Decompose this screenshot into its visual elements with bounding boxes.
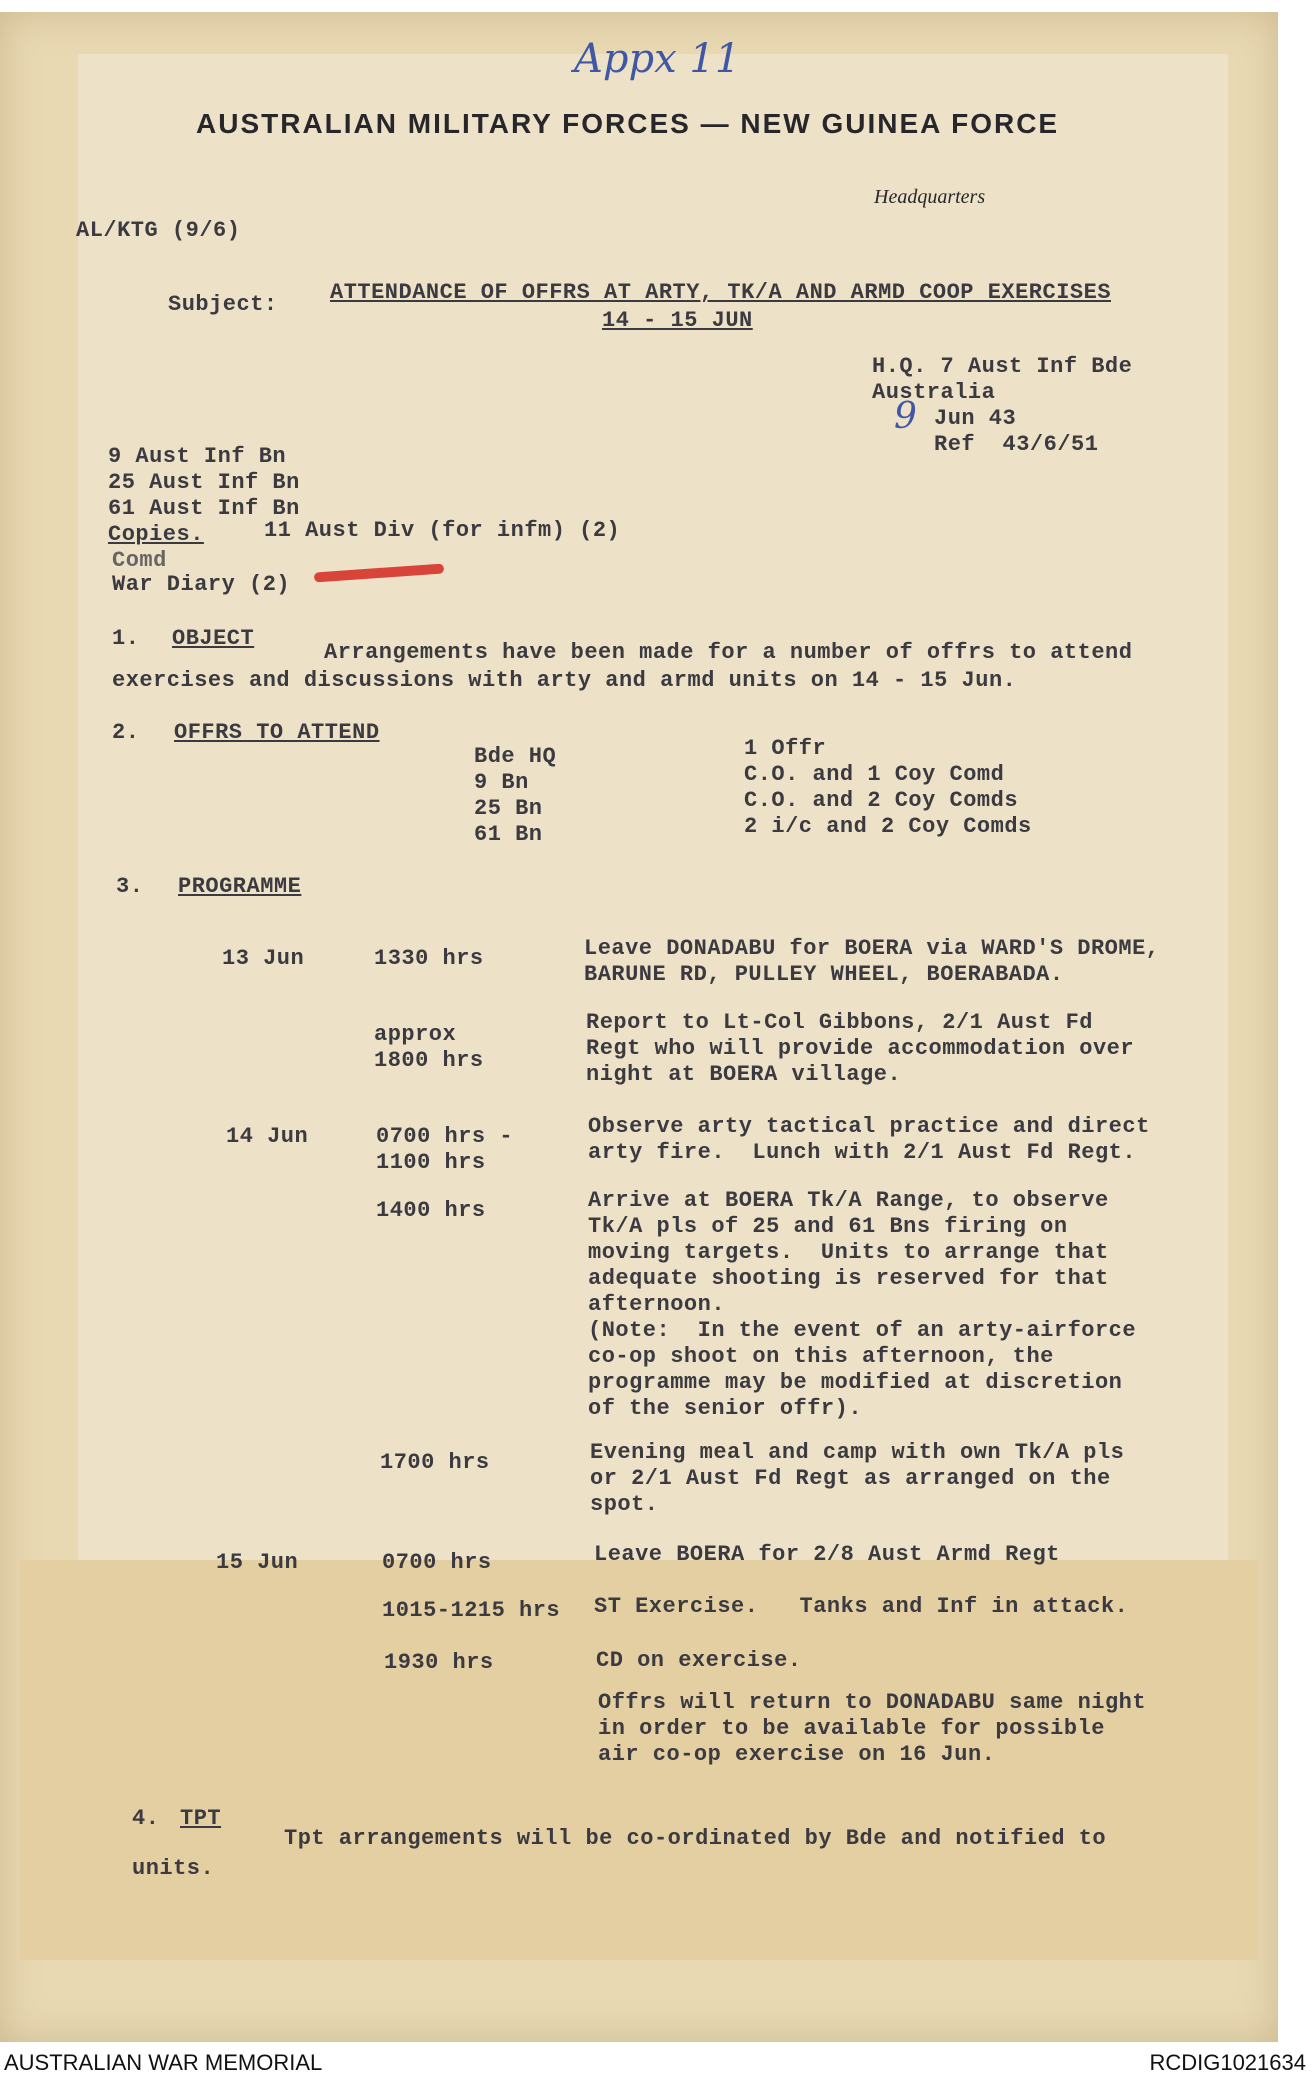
subject-line-2: 14 - 15 JUN	[602, 308, 753, 333]
programme-text: Leave BOERA for 2/8 Aust Armd Regt	[594, 1542, 1060, 1567]
copies-value: 11 Aust Div (for infm) (2)	[264, 518, 621, 543]
programme-text: ST Exercise. Tanks and Inf in attack.	[594, 1594, 1129, 1619]
programme-text: Report to Lt-Col Gibbons, 2/1 Aust Fd Regt who will provide accommodation over night at BOERA village.	[586, 1010, 1135, 1087]
attendance-offrs: C.O. and 1 Coy Comd	[744, 762, 1005, 787]
distribution-line-2: 25 Aust Inf Bn	[108, 470, 300, 495]
section-4-line-2: units.	[132, 1856, 215, 1881]
programme-text: Leave DONADABU for BOERA via WARD'S DROME, BARUNE RD, PULLEY WHEEL, BOERABADA.	[584, 936, 1160, 987]
copies-label: Copies.	[108, 522, 204, 547]
programme-time: 0700 hrs	[382, 1550, 492, 1575]
handwritten-day: 9	[894, 396, 917, 437]
footer-record-id: RCDIG1021634	[1149, 2050, 1306, 2075]
programme-time: approx 1800 hrs	[374, 1022, 484, 1073]
from-line-2: Australia	[872, 380, 996, 405]
subject-label: Subject:	[168, 292, 278, 317]
programme-time: 1400 hrs	[376, 1198, 486, 1223]
section-3-heading: PROGRAMME	[178, 874, 302, 899]
from-reference: Ref 43/6/51	[934, 432, 1099, 457]
footer-archive-name: AUSTRALIAN WAR MEMORIAL	[4, 2050, 323, 2075]
programme-time: 1015-1215 hrs	[382, 1598, 561, 1623]
section-1-heading: OBJECT	[172, 626, 255, 651]
distribution-line-6: War Diary (2)	[112, 572, 291, 597]
distribution-line-1: 9 Aust Inf Bn	[108, 444, 287, 469]
programme-time: 1930 hrs	[384, 1650, 494, 1675]
section-1-line-1: Arrangements have been made for a number of offrs to attend	[324, 640, 1133, 665]
attendance-offrs: C.O. and 2 Coy Comds	[744, 788, 1019, 813]
file-reference: AL/KTG (9/6)	[76, 218, 241, 243]
programme-time: 1700 hrs	[380, 1450, 490, 1475]
attendance-offrs: 2 i/c and 2 Coy Comds	[744, 814, 1032, 839]
section-3-number: 3.	[116, 874, 144, 899]
programme-text: Arrive at BOERA Tk/A Range, to observe Tk/A pls of 25 and 61 Bns firing on moving targets. Units to arrange that adequate shooting is reserved for that afternoon. (Note: In the event of an arty-airforce co-op shoot on this afternoon, the programme may be modified at discretion of the senior offr).	[588, 1188, 1137, 1421]
programme-date: 14 Jun	[226, 1124, 309, 1149]
section-4-number: 4.	[132, 1806, 160, 1831]
from-line-3: Jun 43	[934, 406, 1017, 431]
section-2-heading: OFFRS TO ATTEND	[174, 720, 380, 745]
attendance-unit: Bde HQ	[474, 744, 557, 769]
section-4-line-1: Tpt arrangements will be co-ordinated by Bde and notified to	[284, 1826, 1107, 1851]
programme-text: Evening meal and camp with own Tk/A pls or 2/1 Aust Fd Regt as arranged on the spot.	[590, 1440, 1125, 1517]
programme-date: 13 Jun	[222, 946, 305, 971]
letterhead: AUSTRALIAN MILITARY FORCES — NEW GUINEA FORCE	[196, 108, 1060, 139]
attendance-unit: 9 Bn	[474, 770, 529, 795]
handwritten-annotation: Appx 11	[574, 36, 741, 82]
distribution-line-3: 61 Aust Inf Bn	[108, 496, 300, 521]
programme-time: 0700 hrs - 1100 hrs	[376, 1124, 514, 1175]
programme-text: Offrs will return to DONADABU same night in order to be available for possible air co-op exercise on 16 Jun.	[598, 1690, 1147, 1767]
distribution-line-5: Comd	[112, 548, 167, 573]
subject-line-1: ATTENDANCE OF OFFRS AT ARTY, TK/A AND ARMD COOP EXERCISES	[330, 280, 1112, 305]
programme-time: 1330 hrs	[374, 946, 484, 971]
attendance-unit: 61 Bn	[474, 822, 543, 847]
programme-date: 15 Jun	[216, 1550, 299, 1575]
section-2-number: 2.	[112, 720, 140, 745]
headquarters-label: Headquarters	[874, 186, 986, 208]
section-1-number: 1.	[112, 626, 140, 651]
programme-text: CD on exercise.	[596, 1648, 802, 1673]
section-1-line-2: exercises and discussions with arty and armd units on 14 - 15 Jun.	[112, 668, 1017, 693]
attendance-unit: 25 Bn	[474, 796, 543, 821]
attendance-offrs: 1 Offr	[744, 736, 827, 761]
from-line-1: H.Q. 7 Aust Inf Bde	[872, 354, 1133, 379]
section-4-heading: TPT	[180, 1806, 222, 1831]
programme-text: Observe arty tactical practice and direct arty fire. Lunch with 2/1 Aust Fd Regt.	[588, 1114, 1150, 1165]
